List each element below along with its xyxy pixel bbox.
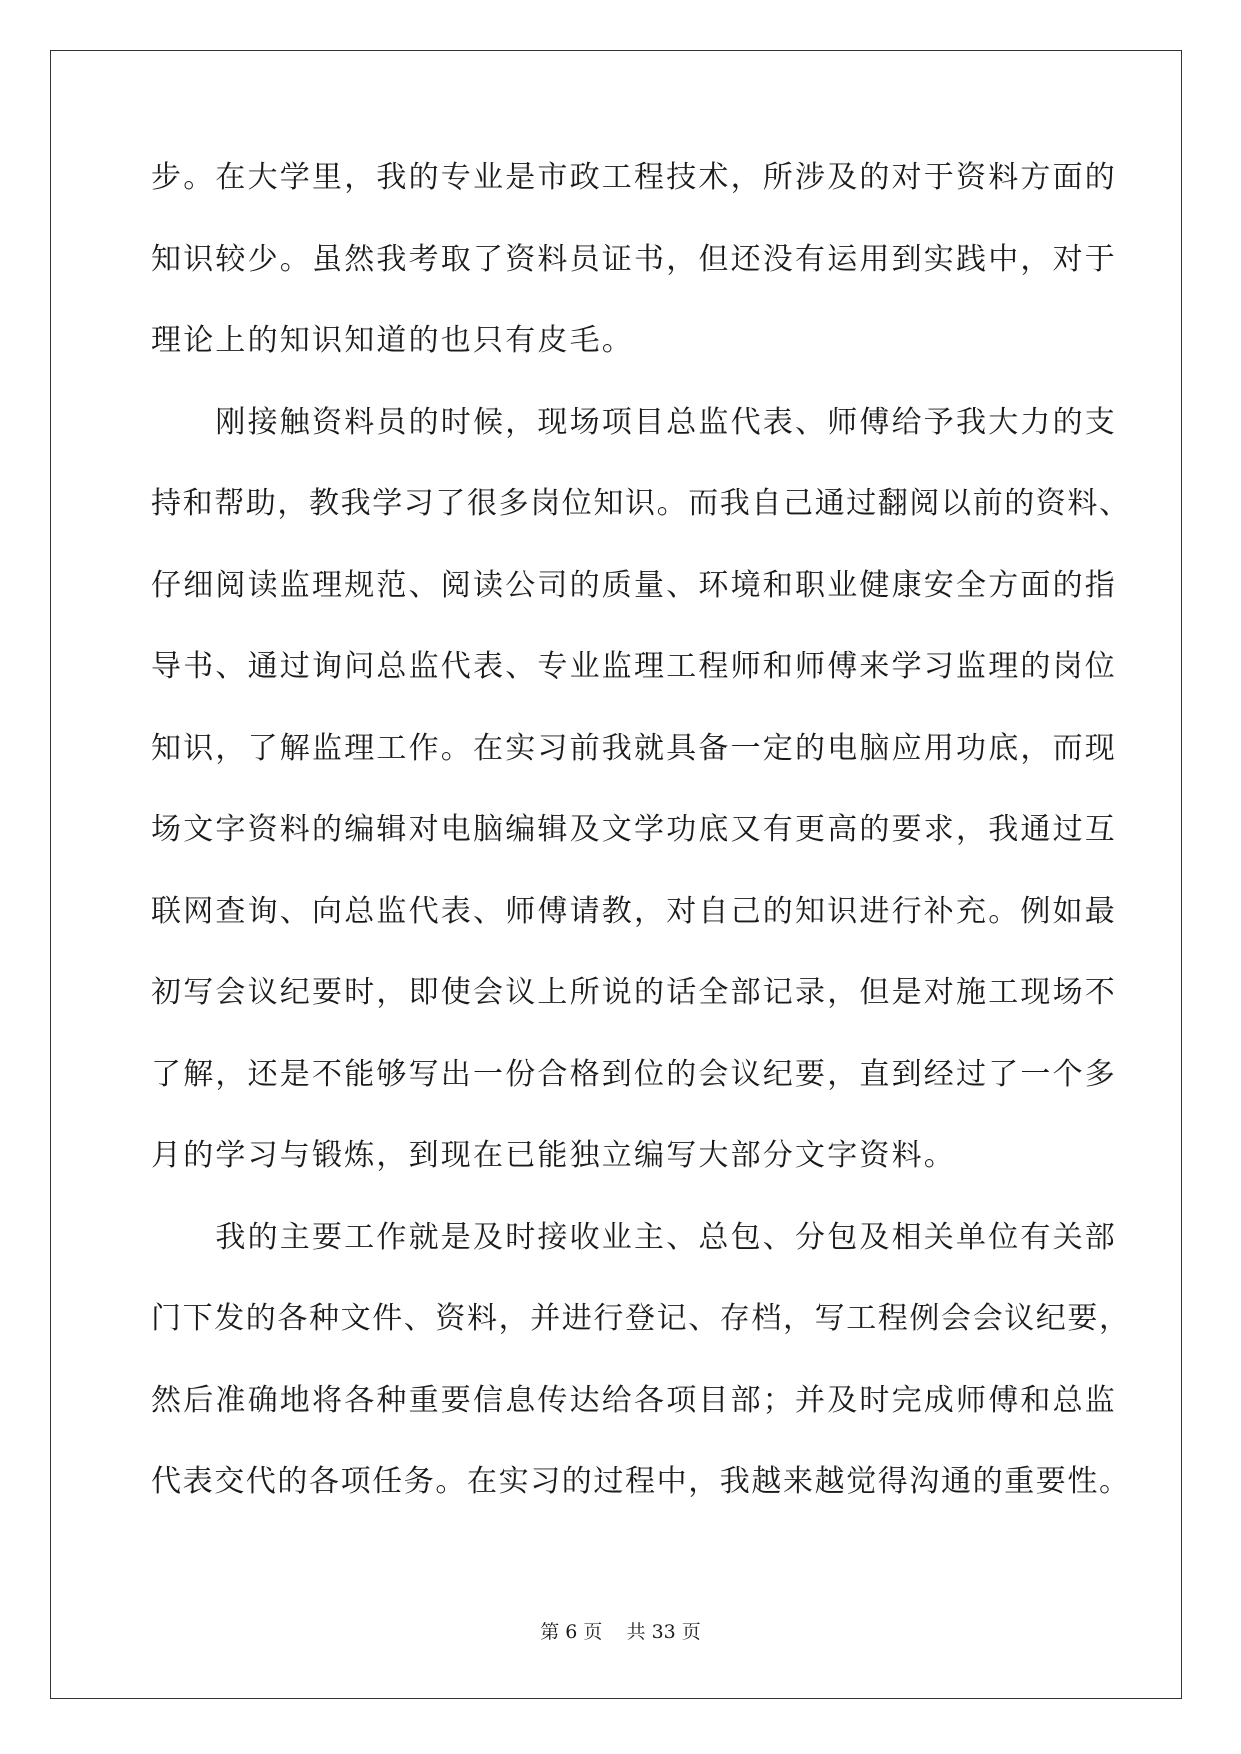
page-total: 共 33 页	[626, 1621, 701, 1643]
text-line: 月的学习与锻炼，到现在已能独立编写大部分文字资料。	[151, 1138, 956, 1173]
text-line: 刚接触资料员的时候，现场项目总监代表、师傅给予我大力的支	[151, 404, 1117, 440]
text-line: 代表交代的各项任务。在实习的过程中，我越来越觉得沟通的重要性。	[151, 1464, 1131, 1499]
text-line: 场文字资料的编辑对电脑编辑及文学功底又有更高的要求，我通过互	[151, 812, 1117, 847]
page-footer	[0, 1620, 1241, 1644]
text-line: 知识，了解监理工作。在实习前我就具备一定的电脑应用功底，而现	[151, 730, 1117, 766]
text-line: 然后准确地将各种重要信息传达给各项目部；并及时完成师傅和总监	[151, 1382, 1117, 1418]
document-body	[151, 160, 1131, 1546]
text-line: 仔细阅读监理规范、阅读公司的质量、环境和职业健康安全方面的指	[151, 567, 1117, 603]
text-line: 知识较少。虽然我考取了资料员证书，但还没有运用到实践中，对于	[151, 241, 1117, 277]
text-line: 门下发的各种文件、资料，并进行登记、存档，写工程例会会议纪要，	[151, 1301, 1131, 1336]
text-line: 了解，还是不能够写出一份合格到位的会议纪要，直到经过了一个多	[151, 1056, 1117, 1092]
text-line: 步。在大学里，我的专业是市政工程技术，所涉及的对于资料方面的	[151, 160, 1117, 195]
text-line: 初写会议纪要时，即使会议上所说的话全部记录，但是对施工现场不	[151, 975, 1117, 1010]
text-line: 持和帮助，教我学习了很多岗位知识。而我自己通过翻阅以前的资料、	[151, 486, 1131, 521]
text-line: 我的主要工作就是及时接收业主、总包、分包及相关单位有关部	[151, 1219, 1117, 1255]
text-line: 理论上的知识知道的也只有皮毛。	[151, 323, 634, 358]
text-line: 导书、通过询问总监代表、专业监理工程师和师傅来学习监理的岗位	[151, 649, 1117, 684]
page-number: 第 6 页	[540, 1621, 603, 1643]
text-line: 联网查询、向总监代表、师傅请教，对自己的知识进行补充。例如最	[151, 893, 1117, 929]
